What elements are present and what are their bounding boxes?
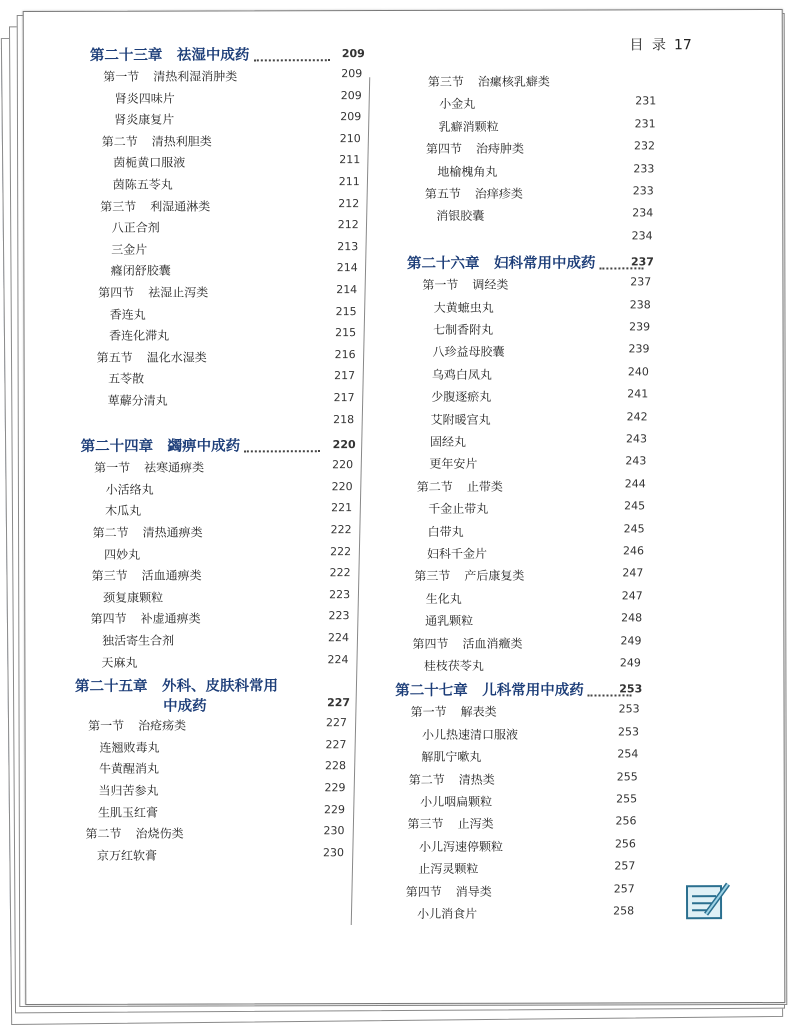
page-number: 258 bbox=[613, 904, 635, 918]
section-number: 第二节 bbox=[416, 479, 453, 494]
section-heading bbox=[93, 523, 383, 541]
section-title: 解表类 bbox=[460, 705, 497, 720]
medicine-entry bbox=[106, 480, 396, 498]
medicine-entry bbox=[437, 162, 727, 180]
medicine-name: 乳癖消颗粒 bbox=[438, 119, 499, 134]
page-number: 231 bbox=[634, 117, 656, 131]
medicine-name: 少腹逐瘀丸 bbox=[431, 389, 492, 405]
section-heading bbox=[94, 458, 384, 476]
page-number: 227 bbox=[326, 716, 348, 730]
page-number: 256 bbox=[614, 837, 636, 851]
section-heading bbox=[88, 716, 378, 734]
chapter-heading bbox=[75, 674, 365, 715]
medicine-entry bbox=[97, 846, 387, 864]
medicine-entry bbox=[429, 455, 719, 473]
section-heading bbox=[414, 567, 704, 585]
section-heading bbox=[97, 348, 387, 366]
medicine-entry bbox=[104, 545, 394, 563]
medicine-entry bbox=[99, 781, 389, 799]
section-number: 第二节 bbox=[85, 826, 122, 842]
chapter-title: 祛湿中成药 bbox=[176, 47, 250, 64]
medicine-name: 小儿泻速停颗粒 bbox=[418, 839, 503, 854]
section-number: 第一节 bbox=[422, 278, 459, 293]
medicine-name: 地榆槐角丸 bbox=[437, 164, 498, 179]
section-heading bbox=[86, 824, 376, 842]
medicine-entry bbox=[428, 522, 718, 540]
page-number: 211 bbox=[338, 175, 360, 189]
section-title: 清热通痹类 bbox=[142, 525, 203, 540]
page-number: 245 bbox=[623, 521, 645, 536]
medicine-entry bbox=[434, 298, 724, 316]
section-heading bbox=[426, 139, 716, 157]
page-number: 209 bbox=[340, 88, 362, 102]
page-number: 214 bbox=[336, 261, 358, 275]
page-number: 253 bbox=[619, 682, 643, 696]
medicine-entry bbox=[108, 391, 398, 409]
page-number: 221 bbox=[331, 501, 353, 515]
medicine-name: 通乳颗粒 bbox=[425, 614, 474, 629]
medicine-entry bbox=[427, 544, 717, 562]
page-number: 239 bbox=[629, 320, 651, 334]
medicine-name: 七制香附丸 bbox=[433, 322, 494, 337]
section-heading bbox=[91, 609, 381, 627]
page-number: 242 bbox=[626, 409, 648, 424]
section-heading bbox=[406, 882, 696, 900]
section-number: 第三节 bbox=[407, 817, 444, 832]
medicine-name: 香连化滞丸 bbox=[109, 328, 170, 343]
page-number: 237 bbox=[630, 255, 654, 269]
section-heading bbox=[428, 72, 718, 90]
page-number: 245 bbox=[624, 499, 646, 513]
medicine-entry bbox=[108, 369, 398, 387]
medicine-entry bbox=[432, 343, 722, 361]
medicine-name: 白带丸 bbox=[427, 524, 464, 539]
page-number: 247 bbox=[621, 589, 643, 603]
page-number: 246 bbox=[622, 544, 644, 558]
section-heading bbox=[100, 197, 390, 215]
medicine-name: 八珍益母胶囊 bbox=[432, 345, 505, 360]
page-number: 229 bbox=[324, 781, 346, 795]
section-number: 第一节 bbox=[88, 718, 125, 734]
section-heading bbox=[92, 566, 382, 584]
page-number: 218 bbox=[333, 412, 355, 426]
section-number: 第一节 bbox=[94, 460, 131, 475]
page-number: 234 bbox=[632, 206, 654, 220]
medicine-entry bbox=[428, 499, 718, 517]
page-number: 233 bbox=[632, 184, 654, 198]
section-title: 祛湿止泻类 bbox=[148, 285, 209, 300]
section-title: 治痔肿类 bbox=[476, 141, 525, 156]
medicine-entry bbox=[111, 240, 401, 258]
section-title: 温化水湿类 bbox=[146, 350, 207, 365]
chapter-title-line1: 外科、皮肤科常用 bbox=[162, 678, 279, 695]
medicine-entry bbox=[426, 589, 716, 607]
page-number: 253 bbox=[618, 702, 640, 716]
page-number: 254 bbox=[617, 747, 639, 761]
page-number: 241 bbox=[627, 387, 649, 401]
medicine-entry bbox=[98, 803, 388, 821]
chapter-title: 儿科常用中成药 bbox=[482, 682, 584, 700]
section-title: 治疮疡类 bbox=[138, 718, 187, 733]
section-heading bbox=[417, 477, 707, 495]
page-number: 213 bbox=[337, 239, 359, 253]
section-title: 补虚通痹类 bbox=[140, 611, 201, 627]
medicine-entry bbox=[431, 387, 721, 405]
leader-dots bbox=[253, 49, 329, 61]
page-number: 243 bbox=[625, 432, 648, 446]
toc-page bbox=[23, 9, 786, 1005]
section-title: 清热类 bbox=[458, 772, 495, 787]
medicine-entry bbox=[99, 759, 389, 777]
medicine-entry bbox=[420, 792, 710, 810]
medicine-name: 小活络丸 bbox=[105, 482, 154, 497]
medicine-name: 小儿消食片 bbox=[417, 906, 478, 921]
page-number: 210 bbox=[339, 131, 361, 145]
section-number: 第二节 bbox=[101, 134, 138, 149]
medicine-name: 止泻灵颗粒 bbox=[418, 861, 479, 877]
chapter-heading bbox=[81, 434, 371, 456]
section-number: 第四节 bbox=[426, 142, 463, 157]
medicine-name: 消银胶囊 bbox=[436, 209, 485, 224]
medicine-entry bbox=[432, 365, 722, 383]
page-number: 228 bbox=[325, 759, 347, 773]
medicine-entry bbox=[419, 837, 709, 855]
medicine-entry bbox=[100, 738, 390, 756]
medicine-name: 颈复康颗粒 bbox=[103, 590, 164, 605]
medicine-name: 牛黄醒消丸 bbox=[99, 762, 160, 777]
section-number: 第三节 bbox=[414, 569, 451, 584]
notepad-pencil-icon bbox=[684, 878, 734, 922]
medicine-name: 癃闭舒胶囊 bbox=[110, 264, 171, 279]
medicine-entry bbox=[417, 904, 707, 922]
chapter-title: 蠲痹中成药 bbox=[167, 438, 241, 455]
section-heading bbox=[102, 132, 392, 150]
section-heading bbox=[425, 184, 715, 202]
page-number: 224 bbox=[327, 652, 349, 666]
page-number: 222 bbox=[330, 523, 352, 537]
page-number: 229 bbox=[324, 802, 346, 816]
medicine-name: 桂枝茯苓丸 bbox=[423, 658, 484, 673]
page-number: 209 bbox=[340, 110, 362, 124]
section-title: 止带类 bbox=[466, 479, 503, 494]
chapter-number: 第二十四章 bbox=[80, 438, 154, 456]
section-number: 第二节 bbox=[92, 525, 129, 540]
section-number: 第四节 bbox=[90, 612, 127, 627]
medicine-entry bbox=[422, 725, 712, 743]
page-number: 222 bbox=[329, 566, 351, 580]
medicine-name: 独活寄生合剂 bbox=[102, 633, 175, 648]
page-number: 244 bbox=[624, 477, 646, 491]
medicine-name: 大黄蟅虫丸 bbox=[433, 300, 494, 315]
section-number: 第四节 bbox=[98, 285, 135, 300]
page-number-row bbox=[408, 229, 698, 243]
medicine-name: 艾附暖宫丸 bbox=[430, 412, 491, 427]
chapter-number: 第二十三章 bbox=[89, 47, 163, 64]
page-number: 248 bbox=[621, 611, 643, 625]
section-title: 止泻类 bbox=[457, 817, 494, 832]
section-number: 第三节 bbox=[100, 199, 137, 214]
page-number: 227 bbox=[327, 696, 351, 710]
page-number: 239 bbox=[628, 342, 650, 356]
section-title: 治烧伤类 bbox=[135, 826, 184, 841]
page-number: 255 bbox=[616, 792, 638, 806]
page-number: 255 bbox=[616, 769, 638, 784]
medicine-entry bbox=[102, 631, 392, 649]
section-number: 第一节 bbox=[410, 705, 447, 720]
page-number: 257 bbox=[614, 859, 636, 873]
medicine-entry bbox=[114, 110, 404, 128]
page-number: 253 bbox=[617, 725, 640, 739]
medicine-entry bbox=[421, 747, 711, 765]
page-number: 223 bbox=[328, 609, 350, 623]
medicine-name: 妇科千金片 bbox=[426, 546, 487, 561]
section-heading bbox=[408, 815, 698, 833]
medicine-entry bbox=[430, 432, 720, 450]
medicine-name: 肾炎四味片 bbox=[114, 91, 175, 106]
section-heading bbox=[422, 275, 712, 293]
section-title: 产后康复类 bbox=[464, 569, 525, 584]
page-number: 240 bbox=[627, 365, 649, 379]
section-heading bbox=[409, 770, 699, 788]
medicine-entry bbox=[439, 95, 729, 113]
medicine-entry bbox=[113, 175, 403, 193]
page-number: 209 bbox=[341, 47, 365, 61]
chapter-number: 第二十七章 bbox=[395, 683, 468, 700]
medicine-entry bbox=[102, 653, 392, 671]
medicine-name: 小儿热速清口服液 bbox=[421, 727, 519, 742]
section-title: 祛寒通痹类 bbox=[144, 460, 205, 475]
chapter-number: 第二十六章 bbox=[406, 255, 480, 273]
page-number: 216 bbox=[334, 347, 356, 361]
medicine-entry bbox=[111, 261, 401, 279]
page-number: 247 bbox=[622, 566, 644, 580]
medicine-name: 小儿咽扁颗粒 bbox=[420, 794, 493, 809]
page-number: 234 bbox=[631, 229, 653, 243]
medicine-name: 香连丸 bbox=[109, 307, 146, 322]
medicine-entry bbox=[431, 410, 721, 428]
medicine-name: 四妙丸 bbox=[104, 547, 141, 562]
medicine-entry bbox=[436, 207, 726, 225]
medicine-entry bbox=[433, 320, 723, 338]
section-title: 利湿通淋类 bbox=[150, 199, 211, 214]
page-number: 224 bbox=[328, 631, 350, 645]
medicine-name: 天麻丸 bbox=[101, 655, 138, 670]
section-number: 第五节 bbox=[424, 186, 461, 201]
medicine-name: 生化丸 bbox=[425, 591, 462, 606]
section-title: 调经类 bbox=[472, 277, 509, 293]
medicine-name: 茵栀黄口服液 bbox=[113, 155, 186, 171]
chapter-heading bbox=[407, 251, 697, 273]
section-title: 活血通痹类 bbox=[141, 568, 202, 583]
page-number: 232 bbox=[634, 139, 656, 153]
section-title: 治痒疹类 bbox=[474, 186, 523, 201]
medicine-name: 乌鸡白凤丸 bbox=[431, 367, 492, 382]
page-number: 230 bbox=[323, 845, 345, 860]
medicine-entry bbox=[109, 326, 399, 344]
chapter-heading bbox=[90, 43, 380, 65]
page-number: 211 bbox=[339, 153, 361, 167]
page-number: 238 bbox=[629, 297, 651, 312]
header-page-number: 17 bbox=[673, 37, 692, 54]
page-number: 209 bbox=[341, 67, 363, 81]
page-number: 220 bbox=[331, 479, 353, 493]
medicine-name: 八正合剂 bbox=[111, 220, 160, 235]
medicine-name: 连翘败毒丸 bbox=[99, 740, 160, 755]
medicine-name: 生肌玉红膏 bbox=[98, 805, 159, 820]
medicine-name: 千金止带丸 bbox=[428, 501, 489, 517]
page-number: 212 bbox=[338, 196, 360, 210]
medicine-name: 茵陈五苓丸 bbox=[112, 177, 173, 192]
page-number: 217 bbox=[334, 369, 356, 383]
page-number: 227 bbox=[325, 737, 347, 752]
medicine-name: 京万红软膏 bbox=[97, 848, 158, 863]
medicine-entry bbox=[439, 117, 729, 135]
page-number: 220 bbox=[332, 438, 356, 452]
page-number: 233 bbox=[633, 161, 655, 175]
section-heading bbox=[103, 67, 393, 85]
section-heading bbox=[98, 283, 388, 301]
page-number: 215 bbox=[335, 326, 357, 340]
medicine-entry bbox=[105, 501, 395, 519]
section-number: 第三节 bbox=[91, 568, 128, 584]
page-number: 222 bbox=[330, 544, 352, 558]
section-number: 第二节 bbox=[408, 772, 445, 787]
page-number: 249 bbox=[620, 633, 642, 648]
medicine-name: 解肌宁嗽丸 bbox=[421, 749, 482, 765]
page-number: 230 bbox=[323, 824, 345, 838]
medicine-entry bbox=[110, 305, 400, 323]
medicine-name: 更年安片 bbox=[429, 457, 478, 472]
medicine-entry bbox=[425, 611, 715, 629]
section-number: 第三节 bbox=[427, 74, 464, 89]
section-number: 第一节 bbox=[103, 69, 140, 84]
medicine-name: 木瓜丸 bbox=[105, 504, 142, 519]
page-number: 237 bbox=[630, 275, 652, 289]
section-title: 治瘰核乳癖类 bbox=[477, 74, 550, 89]
page-header bbox=[629, 34, 691, 54]
medicine-name: 萆薢分清丸 bbox=[107, 393, 168, 408]
page-number: 214 bbox=[336, 283, 358, 297]
section-heading bbox=[411, 703, 701, 721]
section-heading bbox=[412, 634, 702, 652]
section-title: 活血消癥类 bbox=[462, 636, 523, 651]
section-title: 消导类 bbox=[455, 884, 492, 899]
page-number: 243 bbox=[625, 454, 647, 468]
chapter-heading bbox=[395, 679, 685, 701]
chapter-title-line2: 中成药 bbox=[163, 698, 207, 715]
medicine-name: 小金丸 bbox=[439, 97, 476, 112]
medicine-entry bbox=[103, 588, 393, 606]
medicine-name: 五苓散 bbox=[108, 372, 145, 387]
page-number: 212 bbox=[337, 218, 359, 232]
section-number: 第五节 bbox=[96, 350, 133, 365]
chapter-title: 妇科常用中成药 bbox=[493, 255, 596, 272]
leader-dots bbox=[244, 440, 320, 452]
page-number: 257 bbox=[613, 881, 635, 896]
page-number: 217 bbox=[333, 391, 355, 405]
medicine-name: 固经丸 bbox=[429, 434, 467, 449]
chapter-number: 第二十五章 bbox=[75, 678, 148, 696]
medicine-entry bbox=[113, 153, 403, 171]
header-label: 目 录 bbox=[629, 37, 668, 54]
page-number: 249 bbox=[619, 656, 641, 670]
medicine-entry bbox=[112, 218, 402, 236]
section-title: 清热利胆类 bbox=[151, 134, 212, 149]
medicine-entry bbox=[115, 89, 405, 107]
section-number: 第四节 bbox=[405, 884, 442, 899]
page-number: 223 bbox=[329, 587, 351, 601]
medicine-name: 三金片 bbox=[111, 242, 148, 257]
medicine-name: 肾炎康复片 bbox=[114, 112, 175, 127]
medicine-entry bbox=[424, 656, 714, 674]
medicine-entry bbox=[418, 859, 708, 877]
page-number: 256 bbox=[615, 814, 637, 828]
section-title: 清热利湿消肿类 bbox=[153, 69, 238, 84]
medicine-name: 当归苦参丸 bbox=[98, 783, 159, 798]
page-number: 215 bbox=[335, 304, 357, 318]
page-number-row bbox=[81, 412, 371, 426]
section-number: 第四节 bbox=[412, 636, 449, 651]
page-number: 231 bbox=[635, 94, 657, 108]
page-number: 220 bbox=[332, 458, 354, 472]
